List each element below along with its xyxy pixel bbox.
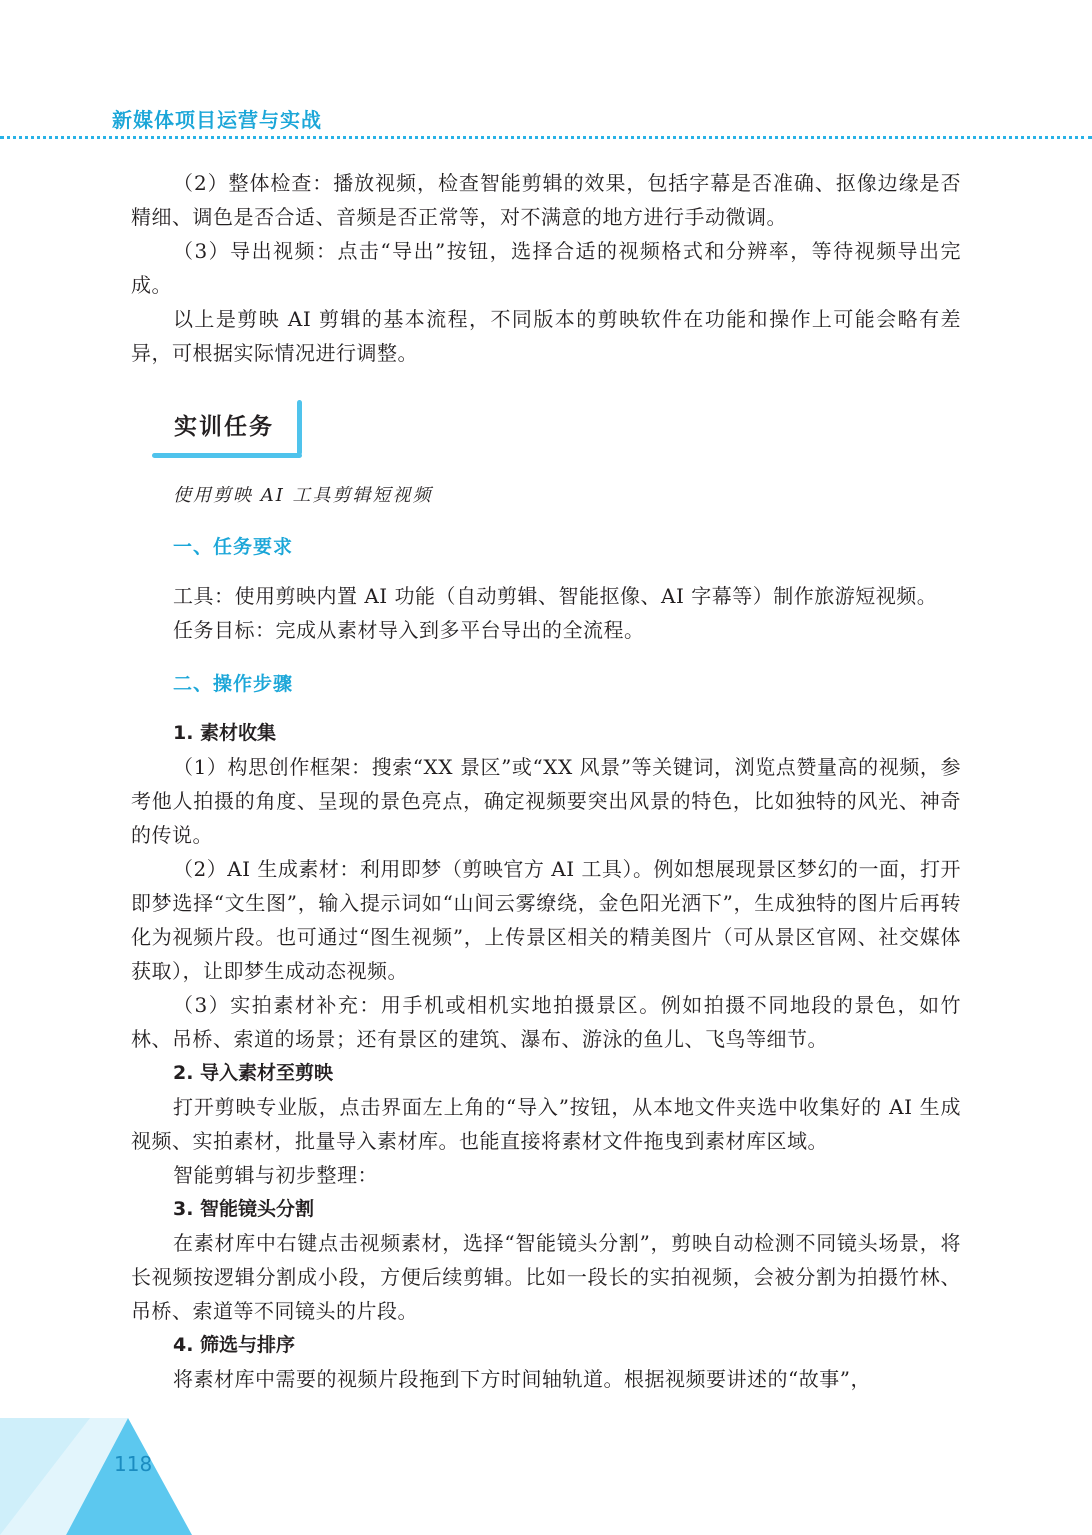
intro-paragraph-3: 以上是剪映 AI 剪辑的基本流程，不同版本的剪映软件在功能和操作上可能会略有差异，可根据实际情况进行调整。: [131, 307, 961, 365]
step-1-paragraph-2: （2）AI 生成素材：利用即梦（剪映官方 AI 工具）。例如想展现景区梦幻的一面，打开即梦选择“文生图”，输入提示词如“山间云雾缭绕，金色阳光洒下”，生成独特的图片后再转化为视频片段。也可通过“图生视频”，上传景区相关的精美图片（可从景区官网、社交媒体获取），让即梦生成动态视频。: [131, 857, 961, 983]
running-header-title: 新媒体项目运营与实战: [112, 108, 322, 132]
footer-corner-decoration: [0, 1418, 300, 1535]
badge-accent-horizontal: [152, 453, 302, 458]
section-heading-steps: 二、操作步骤: [173, 673, 294, 695]
step-4-paragraph-1: 将素材库中需要的视频片段拖到下方时间轴轨道。根据视频要讲述的“故事”，: [173, 1367, 871, 1391]
badge-accent-vertical: [297, 400, 302, 455]
step-3-heading: 3. 智能镜头分割: [173, 1198, 315, 1220]
intro-paragraph-1: （2）整体检查：播放视频，检查智能剪辑的效果，包括字幕是否准确、抠像边缘是否精细、调色是否合适、音频是否正常等，对不满意的地方进行手动微调。: [131, 171, 961, 229]
requirement-tools: 工具：使用剪映内置 AI 功能（自动剪辑、智能抠像、AI 字幕等）制作旅游短视频。: [173, 584, 938, 608]
page-number: 118: [114, 1452, 153, 1476]
step-2-paragraph-2: 智能剪辑与初步整理：: [173, 1163, 378, 1187]
steps-block: [131, 716, 961, 1396]
training-task-badge: [152, 398, 302, 458]
intro-paragraph-2: （3）导出视频：点击“导出”按钮，选择合适的视频格式和分辨率，等待视频导出完成。: [131, 239, 961, 297]
task-subtitle: 使用剪映 AI 工具剪辑短视频: [173, 485, 433, 506]
requirements-block: [131, 579, 961, 647]
section-heading-requirements: 一、任务要求: [173, 536, 294, 558]
header-dotted-rule: [0, 136, 1092, 139]
step-1-paragraph-1: （1）构思创作框架：搜索“XX 景区”或“XX 风景”等关键词，浏览点赞量高的视频，参考他人拍摄的角度、呈现的景色亮点，确定视频要突出风景的特色，比如独特的风光、神奇的传说。: [131, 755, 961, 847]
step-1-heading: 1. 素材收集: [173, 722, 277, 744]
badge-label: 实训任务: [174, 414, 274, 440]
step-1-paragraph-3: （3）实拍素材补充：用手机或相机实地拍摄景区。例如拍摄不同地段的景色，如竹林、吊桥、索道的场景；还有景区的建筑、瀑布、游泳的鱼儿、飞鸟等细节。: [131, 993, 961, 1051]
step-2-heading: 2. 导入素材至剪映: [173, 1062, 334, 1084]
step-2-paragraph-1: 打开剪映专业版，点击界面左上角的“导入”按钮，从本地文件夹选中收集好的 AI 生成视频、实拍素材，批量导入素材库。也能直接将素材文件拖曳到素材库区域。: [131, 1095, 961, 1153]
intro-block: [131, 166, 961, 370]
step-4-heading: 4. 筛选与排序: [173, 1334, 296, 1356]
requirement-goal: 任务目标：完成从素材导入到多平台导出的全流程。: [173, 618, 645, 642]
step-3-paragraph-1: 在素材库中右键点击视频素材，选择“智能镜头分割”，剪映自动检测不同镜头场景，将长视频按逻辑分割成小段，方便后续剪辑。比如一段长的实拍视频，会被分割为拍摄竹林、吊桥、索道等不同镜头的片段。: [131, 1231, 961, 1323]
